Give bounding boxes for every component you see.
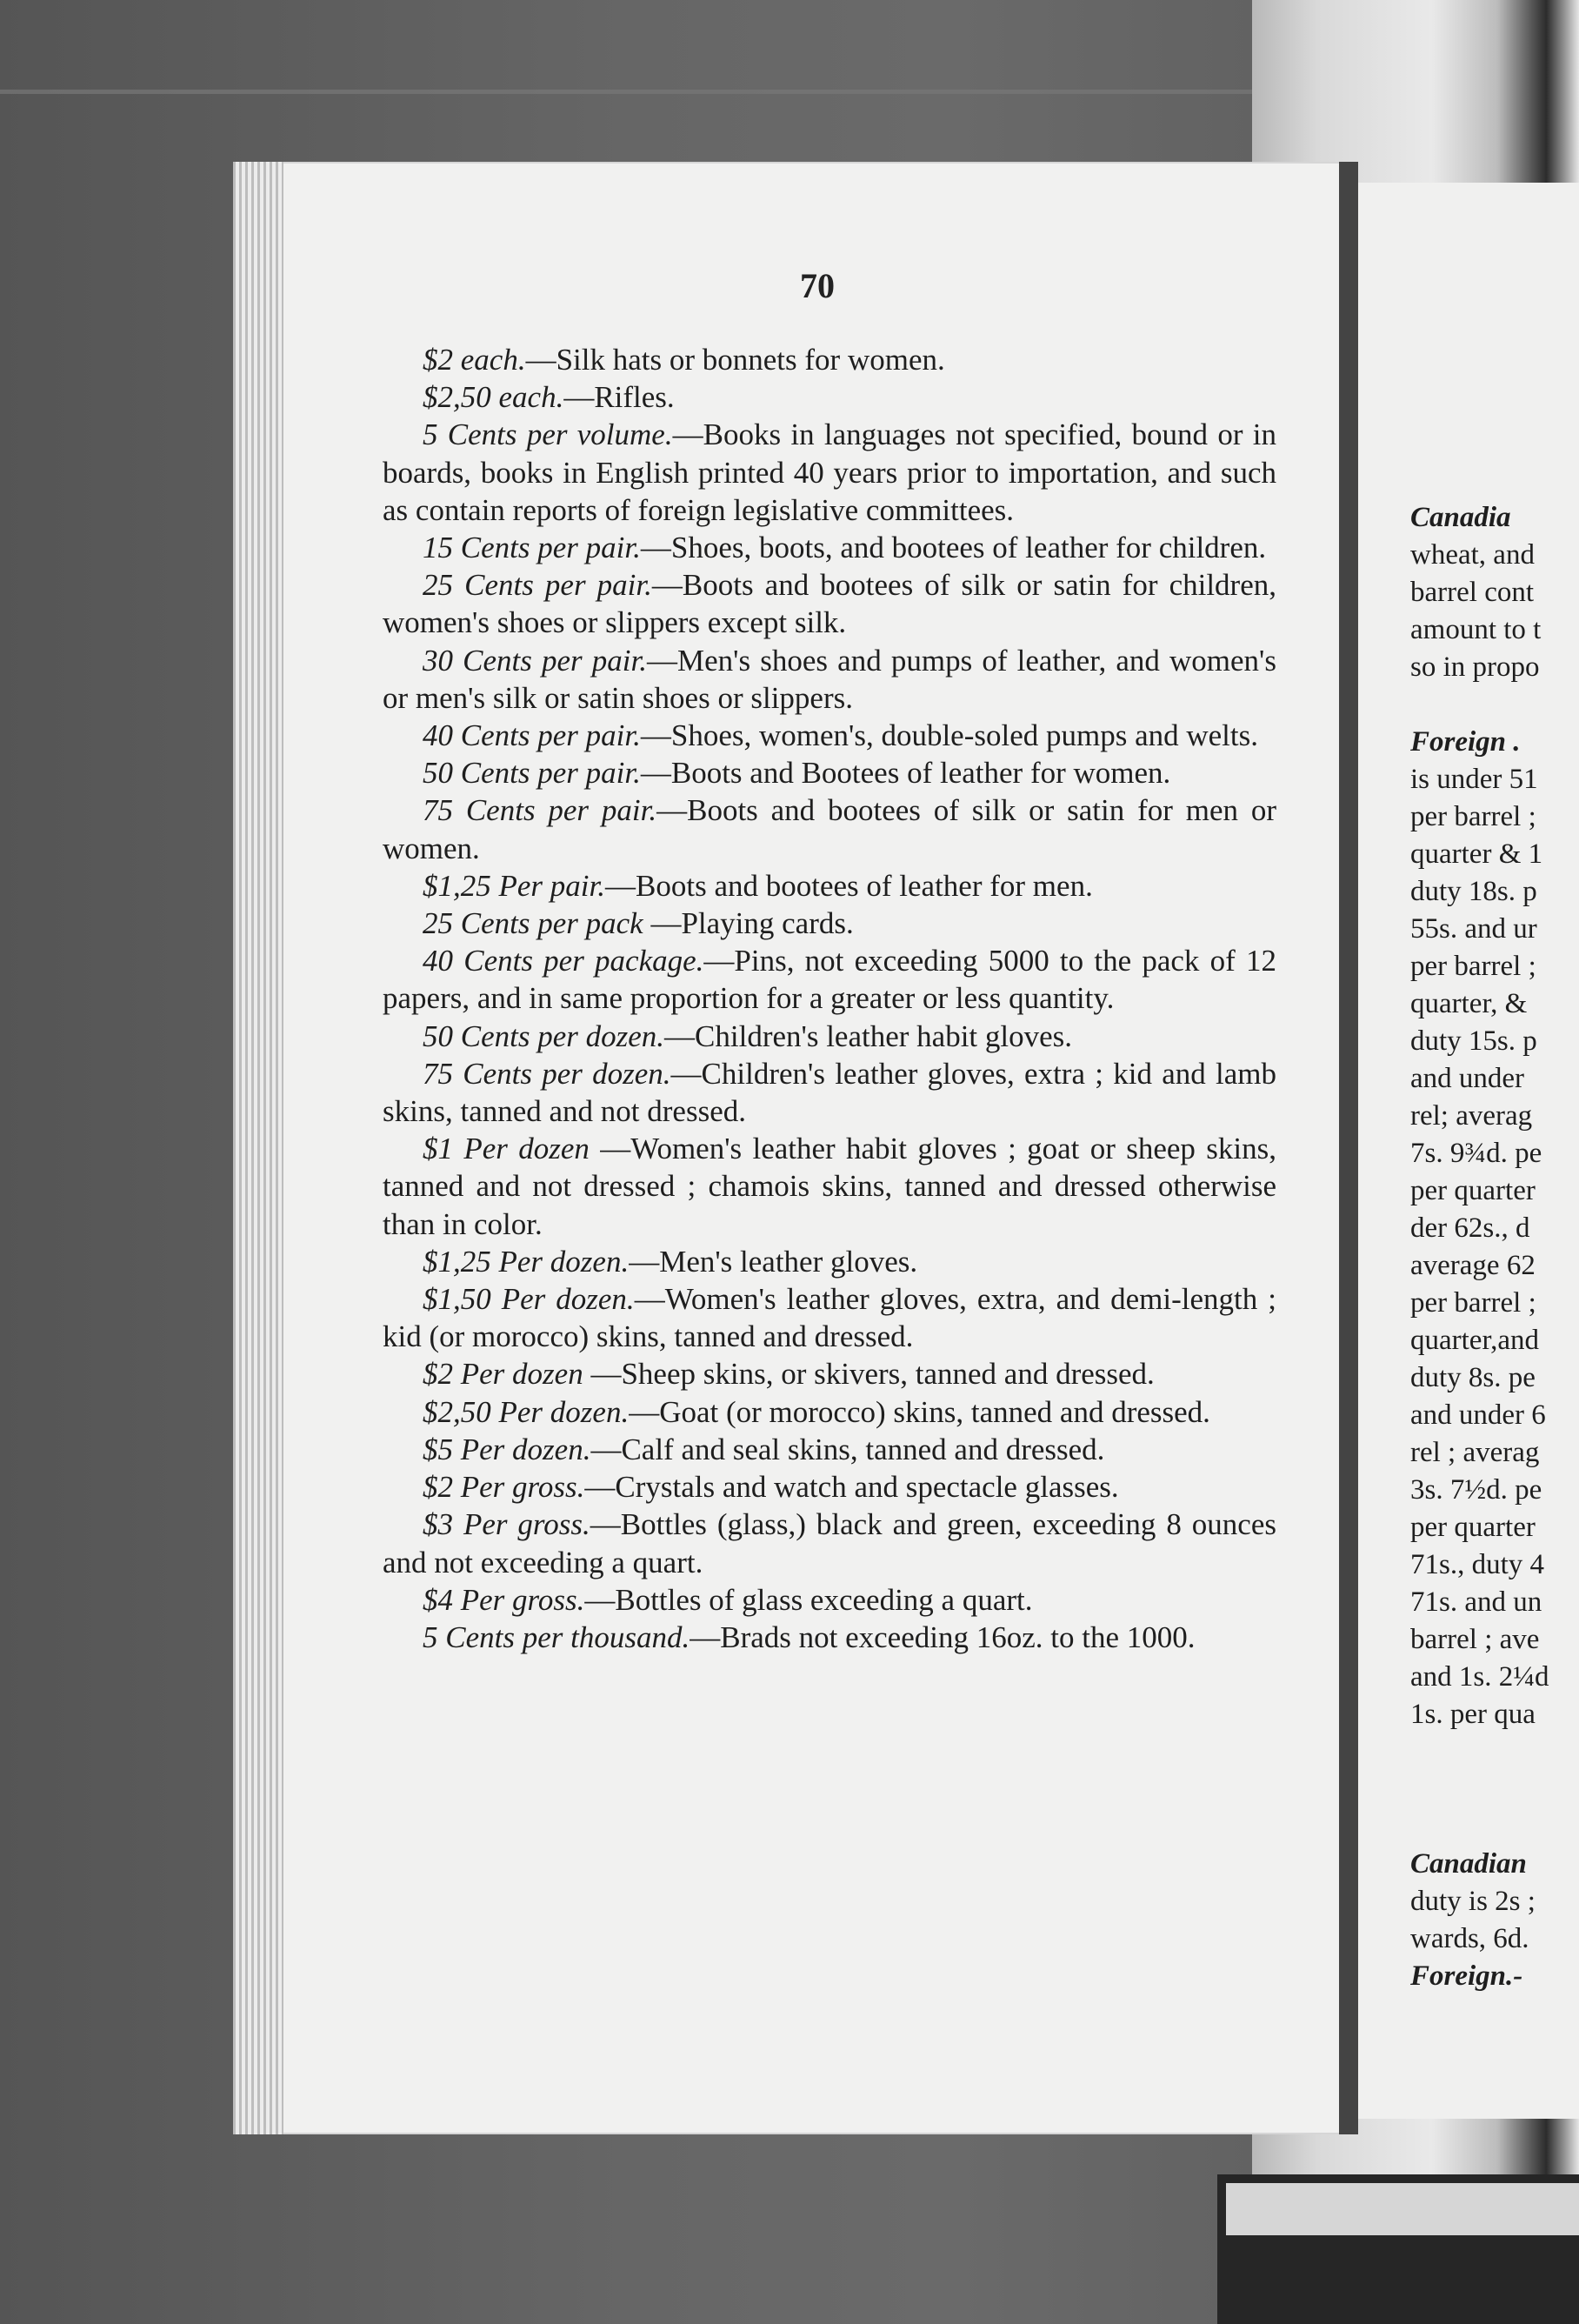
right-page-line [1410, 1771, 1579, 1808]
right-page-line: Foreign.- [1410, 1960, 1523, 1992]
right-page-line: duty 15s. p [1410, 1025, 1537, 1057]
book-gutter [1339, 162, 1358, 2134]
entry-description: —Women's leather gloves, extra, and demi-length ; kid (or morocco) skins, tanned and dressed. [383, 1282, 1276, 1354]
tariff-entry [383, 1581, 1276, 1619]
right-page-line: 55s. and ur [1410, 913, 1537, 945]
right-page-text [1410, 499, 1579, 1995]
entry-rate: $1,25 Per pair. [423, 868, 605, 903]
entry-description: —Rifles. [563, 380, 675, 415]
right-page-line: duty 18s. p [1410, 876, 1537, 907]
tariff-entry [383, 566, 1276, 641]
entry-description: —Boots and bootees of silk or satin for men or women. [383, 793, 1276, 865]
entry-rate: 25 Cents per pair. [423, 568, 652, 603]
tariff-entry [383, 867, 1276, 905]
entry-description: —Books in languages not specified, bound or in boards, books in English printed 40 years prior to importation, and such as contain reports of foreign legislative committees. [383, 417, 1276, 527]
tariff-entry [383, 1018, 1276, 1055]
entry-rate: $2 Per dozen [423, 1357, 583, 1392]
right-page-line: quarter & 1 [1410, 838, 1543, 870]
entry-description: —Women's leather habit gloves ; goat or sheep skins, tanned and not dressed ; chamois skins, tanned and dressed otherwise than in color. [383, 1132, 1276, 1241]
right-page-line [1410, 686, 1579, 724]
right-page-line [1410, 1808, 1579, 1846]
right-page-line: per quarter [1410, 1512, 1536, 1543]
tariff-entry [383, 416, 1276, 529]
right-page-line: per barrel ; [1410, 951, 1536, 982]
right-page-line: Canadian [1410, 1848, 1527, 1880]
tariff-entry [383, 1355, 1276, 1392]
entry-description: —Men's leather gloves. [629, 1244, 918, 1279]
entry-description: —Men's shoes and pumps of leather, and women's or men's silk or satin shoes or slippers. [383, 643, 1276, 715]
right-page-line: 1s. per qua [1410, 1699, 1536, 1730]
entry-rate: 50 Cents per dozen. [423, 1018, 665, 1053]
entry-description: —Bottles of glass exceeding a quart. [584, 1582, 1033, 1617]
entry-rate: $2,50 Per dozen. [423, 1394, 630, 1429]
entry-description: —Boots and Bootees of leather for women. [640, 756, 1171, 791]
right-page-line: quarter, & [1410, 988, 1528, 1019]
right-page-line: barrel ; ave [1410, 1624, 1540, 1655]
right-page-line: Canadia [1410, 502, 1511, 533]
tariff-entry [383, 378, 1276, 416]
right-page-line: per barrel ; [1410, 801, 1536, 832]
tariff-entry [383, 1619, 1276, 1656]
right-page-line: so in propo [1410, 651, 1540, 683]
right-page-line: duty 8s. pe [1410, 1362, 1536, 1393]
page-number: 70 [800, 266, 835, 305]
right-page-line: 3s. 7½d. pe [1410, 1474, 1542, 1506]
tariff-entry [383, 1431, 1276, 1468]
right-page-line: barrel cont [1410, 577, 1535, 608]
entry-description: —Silk hats or bonnets for women. [525, 343, 945, 377]
entry-rate: 50 Cents per pair. [423, 756, 641, 791]
tariff-entry [383, 1055, 1276, 1130]
entry-rate: $1 Per dozen [423, 1132, 590, 1166]
entry-rate: 25 Cents per pack [423, 906, 643, 941]
right-page-line: rel ; averag [1410, 1437, 1540, 1468]
entry-description: —Shoes, women's, double-soled pumps and welts. [640, 718, 1258, 753]
entry-rate: 75 Cents per dozen. [423, 1056, 671, 1091]
right-page-line: 71s., duty 4 [1410, 1549, 1545, 1580]
entry-rate: 5 Cents per volume. [423, 417, 673, 452]
entry-description: —Goat (or morocco) skins, tanned and dressed. [629, 1394, 1210, 1429]
entry-rate: $2,50 each. [423, 380, 564, 415]
right-page-line: and under [1410, 1063, 1525, 1094]
entry-description: —Pins, not exceeding 5000 to the pack of 12 papers, and in same proportion for a greater or less quantity. [383, 944, 1276, 1016]
left-page-text [383, 341, 1276, 1656]
entry-description: —Crystals and watch and spectacle glasses. [584, 1470, 1119, 1505]
tariff-entry [383, 791, 1276, 866]
entry-rate: 75 Cents per pair. [423, 793, 657, 828]
entry-description: —Brads not exceeding 16oz. to the 1000. [690, 1619, 1196, 1654]
scanner-corner-highlight [1226, 2183, 1579, 2235]
entry-rate: $5 Per dozen. [423, 1432, 591, 1466]
entry-description: —Sheep skins, or skivers, tanned and dressed. [583, 1357, 1155, 1392]
right-page-line: wheat, and [1410, 539, 1535, 571]
right-page-line: rel; averag [1410, 1100, 1533, 1132]
entry-rate: 40 Cents per pair. [423, 718, 641, 753]
entry-rate: $3 Per gross. [423, 1507, 590, 1542]
entry-rate: 15 Cents per pair. [423, 531, 641, 565]
right-page-line: average 62 [1410, 1250, 1536, 1281]
tariff-entry [383, 1468, 1276, 1506]
tariff-entry [383, 341, 1276, 378]
right-page-line: 71s. and un [1410, 1586, 1542, 1618]
entry-rate: 30 Cents per pair. [423, 643, 648, 678]
tariff-entry [383, 905, 1276, 942]
right-page-line [1410, 1733, 1579, 1771]
entry-description: —Calf and seal skins, tanned and dressed. [590, 1432, 1105, 1466]
right-page-line: der 62s., d [1410, 1212, 1530, 1244]
right-page-line: duty is 2s ; [1410, 1886, 1536, 1917]
entry-rate: 40 Cents per package. [423, 944, 704, 978]
tariff-entry [383, 1130, 1276, 1243]
right-page-line: per barrel ; [1410, 1287, 1536, 1319]
right-page-line: amount to t [1410, 614, 1542, 645]
entry-rate: 5 Cents per thousand. [423, 1619, 690, 1654]
entry-description: —Playing cards. [643, 906, 854, 941]
right-page-line: Foreign . [1410, 726, 1521, 758]
entry-rate: $4 Per gross. [423, 1582, 585, 1617]
tariff-entry [383, 754, 1276, 791]
tariff-entry [383, 1280, 1276, 1355]
tariff-entry [383, 1393, 1276, 1431]
page-stack-edge [233, 162, 283, 2134]
entry-description: —Boots and bootees of leather for men. [605, 868, 1093, 903]
right-page-line: wards, 6d. [1410, 1923, 1529, 1954]
entry-description: —Boots and bootees of silk or satin for children, women's shoes or slippers except silk. [383, 568, 1276, 640]
right-page-line: per quarter [1410, 1175, 1536, 1206]
right-page-line: 7s. 9¾d. pe [1410, 1138, 1542, 1169]
tariff-entry [383, 529, 1276, 566]
right-page-line: and 1s. 2¼d [1410, 1661, 1549, 1693]
entry-rate: $1,25 Per dozen. [423, 1244, 630, 1279]
right-page-line: quarter,and [1410, 1325, 1540, 1356]
entry-rate: $1,50 Per dozen. [423, 1282, 635, 1317]
entry-description: —Children's leather habit gloves. [664, 1018, 1073, 1053]
tariff-entry [383, 942, 1276, 1017]
entry-description: —Children's leather gloves, extra ; kid and lamb skins, tanned and not dressed. [383, 1056, 1276, 1129]
entry-rate: $2 Per gross. [423, 1470, 585, 1505]
entry-description: —Bottles (glass,) black and green, exceeding 8 ounces and not exceeding a quart. [383, 1507, 1276, 1579]
right-page-line: is under 51 [1410, 764, 1538, 795]
tariff-entry [383, 717, 1276, 754]
tariff-entry [383, 642, 1276, 717]
tariff-entry [383, 1243, 1276, 1280]
right-page-line: and under 6 [1410, 1399, 1546, 1431]
entry-description: —Shoes, boots, and bootees of leather for children. [640, 531, 1267, 565]
entry-rate: $2 each. [423, 343, 526, 377]
tariff-entry [383, 1506, 1276, 1580]
